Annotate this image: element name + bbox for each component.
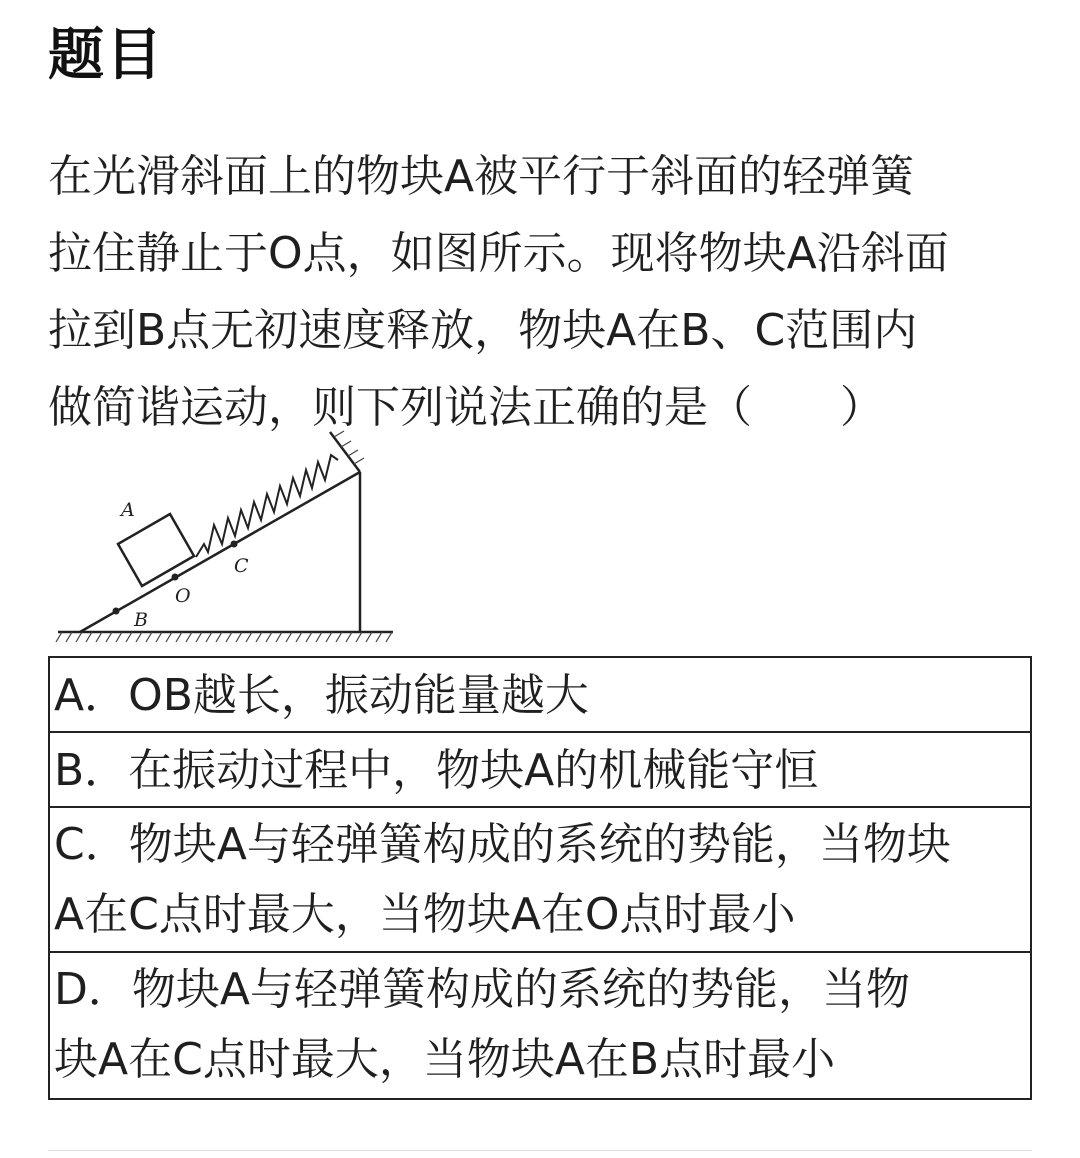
options-table bbox=[48, 656, 1032, 1100]
question-line: 做简谐运动，则下列说法正确的是（ ） bbox=[48, 382, 884, 433]
spring bbox=[196, 455, 338, 557]
question-text bbox=[48, 138, 1038, 446]
point-c-label: C bbox=[234, 555, 249, 577]
option-d[interactable] bbox=[50, 953, 1030, 1098]
block-a bbox=[118, 514, 194, 586]
option-d-text-line1: D．物块A与轻弹簧构成的系统的势能，当物 bbox=[54, 964, 910, 1015]
option-a[interactable] bbox=[50, 658, 1030, 733]
point-b-label: B bbox=[134, 609, 148, 631]
question-line: 拉到B点无初速度释放，物块A在B、C范围内 bbox=[48, 305, 918, 356]
option-c[interactable] bbox=[50, 808, 1030, 953]
point-o-dot bbox=[172, 574, 179, 581]
question-line: 拉住静止于O点，如图所示。现将物块A沿斜面 bbox=[48, 228, 949, 279]
option-b[interactable] bbox=[50, 733, 1030, 808]
point-b-dot bbox=[113, 608, 120, 615]
ground-hatching bbox=[56, 632, 392, 642]
page-title: 题目 bbox=[48, 23, 164, 88]
bottom-divider bbox=[48, 1150, 1032, 1151]
incline-spring-diagram bbox=[48, 420, 408, 650]
point-c-dot bbox=[231, 541, 238, 548]
option-a-text: A．OB越长，振动能量越大 bbox=[54, 670, 589, 721]
block-a-label: A bbox=[121, 499, 135, 521]
option-c-text-line1: C．物块A与轻弹簧构成的系统的势能，当物块 bbox=[54, 819, 951, 870]
option-c-text-line2: A在C点时最大，当物块A在O点时最小 bbox=[54, 889, 796, 940]
option-b-text: B．在振动过程中，物块A的机械能守恒 bbox=[54, 745, 819, 796]
question-line: 在光滑斜面上的物块A被平行于斜面的轻弹簧 bbox=[48, 151, 915, 202]
option-d-text-line2: 块A在C点时最大，当物块A在B点时最小 bbox=[54, 1034, 836, 1085]
point-o-label: O bbox=[175, 585, 191, 607]
